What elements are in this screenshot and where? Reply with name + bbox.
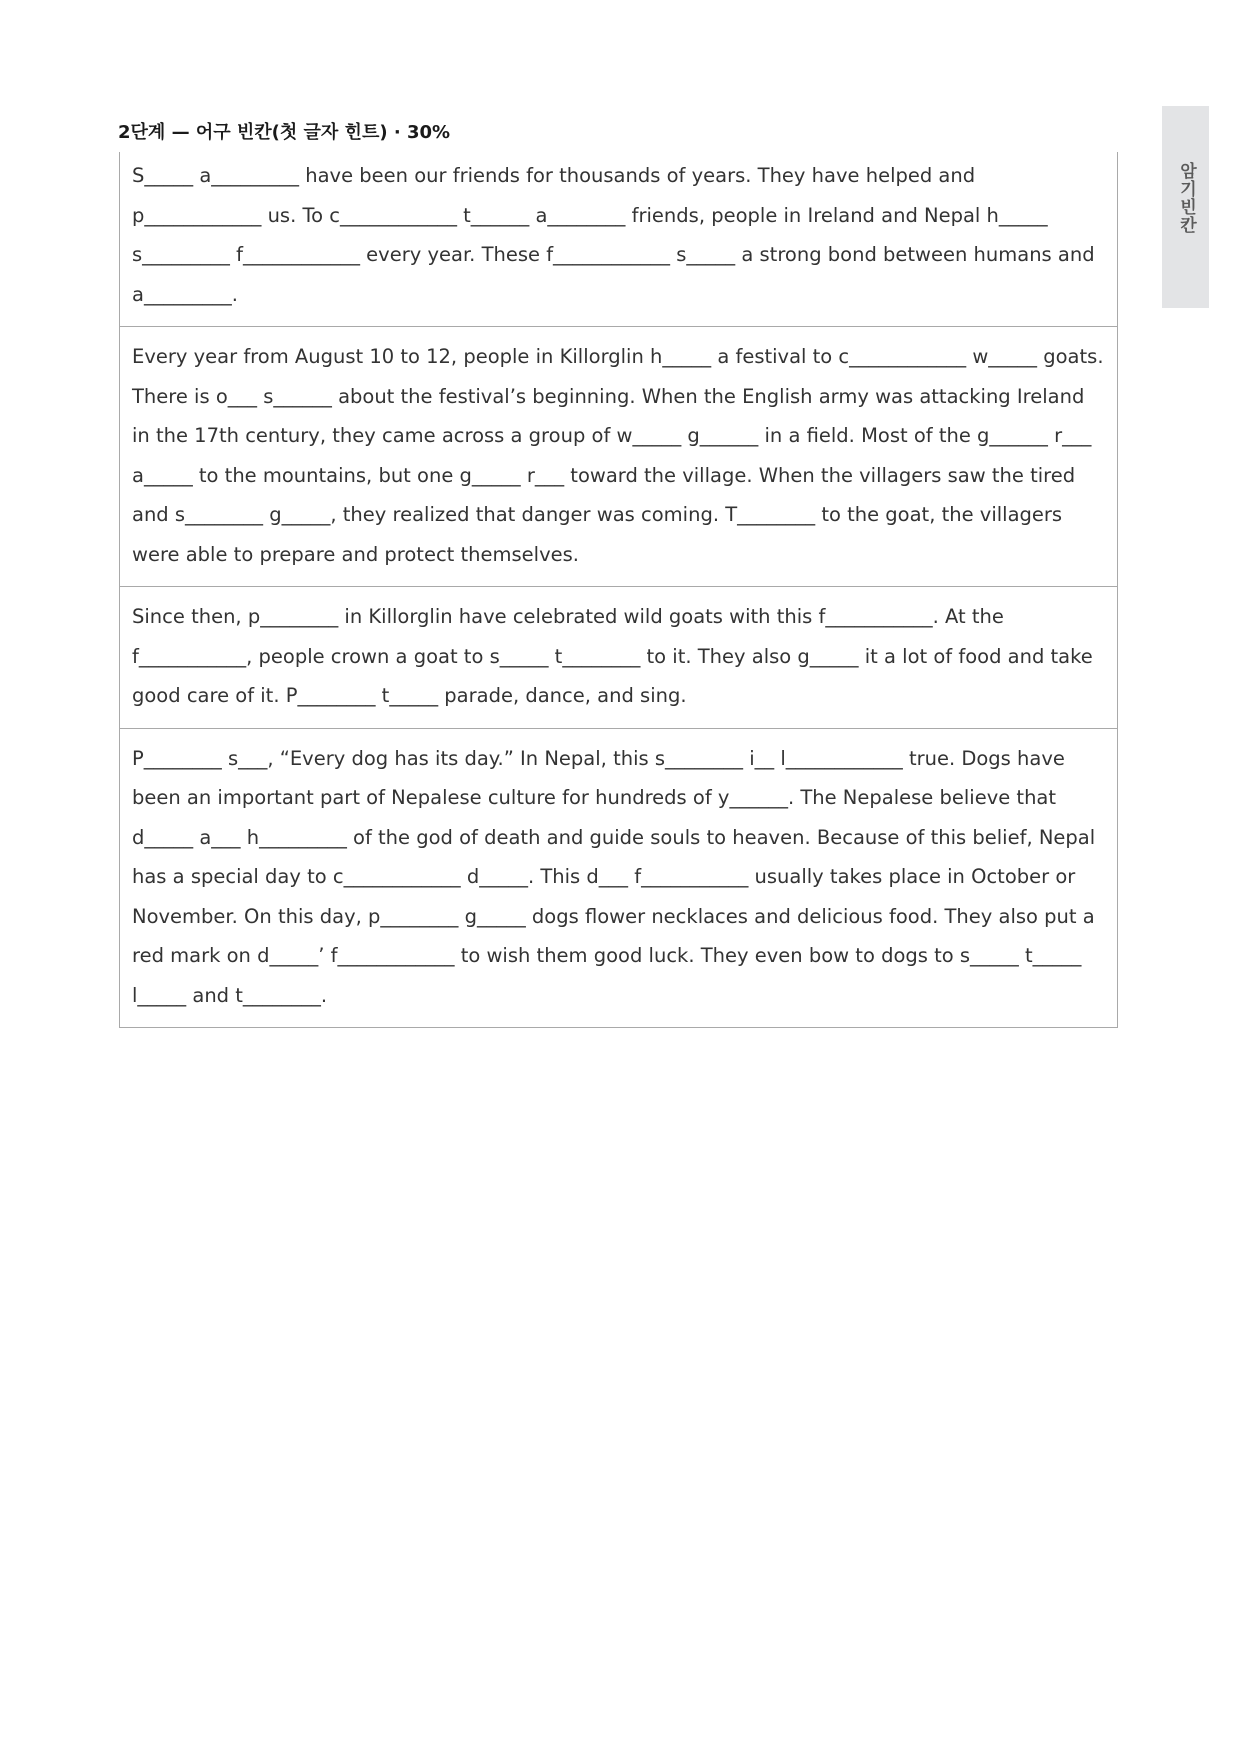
passage-1: S_____ a_________ have been our friends for thousands of years. They have helped and p____________ us. To c____________ t______ a________ friends, people in Ireland and Nepal h_____ s_________ f____________ every year. These f____________ s_____ a strong bond between humans and a_________.	[132, 164, 1095, 306]
section-title: 2단계 — 어구 빈칸(첫 글자 힌트) · 30%	[118, 122, 451, 143]
side-tab[interactable]	[1162, 106, 1209, 308]
passage-4: P________ s___, “Every dog has its day.” In Nepal, this s________ i__ l____________ true. Dogs have been an important part of Nepalese culture for hundreds of y______. The Nepalese believe that d_____ a___ h_________ of the god of death and guide souls to heaven. Because of this belief, Nepal has a special day to c____________ d_____. This d___ f___________ usually takes place in October or November. On this day, p________ g_____ dogs flower necklaces and delicious food. They also put a red mark on d_____’ f____________ to wish them good luck. They even bow to dogs to s_____ t_____ l_____ and t________.	[120, 728, 1117, 1028]
passage-3: Since then, p________ in Killorglin have celebrated wild goats with this f___________. At the f___________, people crown a goat to s_____ t________ to it. They also g_____ it a lot of food and take good care of it. P________ t_____ parade, dance, and sing.	[120, 586, 1117, 728]
side-tab-label: 암기빈칸	[1176, 162, 1196, 234]
passage-2: Every year from August 10 to 12, people in Killorglin h_____ a festival to c____________ w_____ goats. There is o___ s______ about the festival’s beginning. When the English army was attacking Ireland in the 17th century, they came across a group of w_____ g______ in a field. Most of the g______ r___ a_____ to the mountains, but one g_____ r___ toward the village. When the villagers saw the tired and s________ g_____, they realized that danger was coming. T________ to the goat, the villagers were able to prepare and protect themselves.	[120, 326, 1117, 586]
passage-table	[119, 152, 1118, 1028]
